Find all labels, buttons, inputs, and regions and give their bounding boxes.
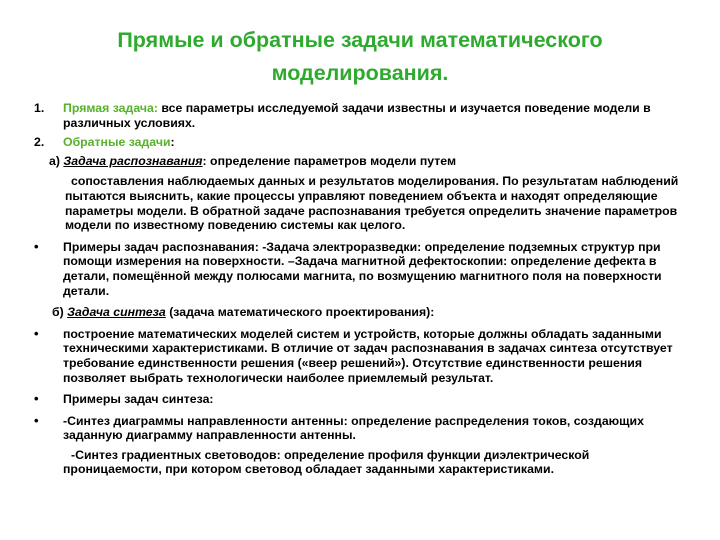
recognition-text: : определение параметров модели путем <box>202 153 457 168</box>
bullet-icon: • <box>34 325 39 341</box>
direct-problem-label: Прямая задача: <box>63 101 158 115</box>
bullet-antenna-synthesis <box>34 414 686 443</box>
bullet-icon: • <box>34 238 39 254</box>
synthesis-text: (задача математического проектирования): <box>169 305 435 320</box>
item-direct-problem <box>34 101 686 130</box>
bullet-text: построение математических моделей систем и устройств, которые должны обладать заданными техническими характеристиками. В отличие от задач распознавания в задачах синтеза отсутствует требование единственности решения («веер решений»). Отсутствие единственности решения позволяет выбрать технологически наиболее приемлемый результат. <box>63 326 673 385</box>
sub-prefix: а) <box>49 153 60 168</box>
synthesis-label: Задача синтеза <box>67 305 166 320</box>
bullet-text: -Синтез диаграммы направленности антенны: определение распределения токов, создающих заданную диаграмму направленности антенны. <box>63 413 644 443</box>
item-inverse-problems <box>34 135 686 150</box>
recognition-description: сопоставления наблюдаемых данных и результатов моделирования. По результатам наблюдений пытаются выяснить, какие процессы управляют поведением объекта и находят определяющие параметры модели. В обратной задаче распознавания требуется определить значение параметров модели по известному поведению системы как целого. <box>65 174 679 233</box>
waveguide-synthesis-text: -Синтез градиентных световодов: определение профиля функции диэлектрической проницаемости, при котором световод обладает заданными характеристиками. <box>63 447 590 477</box>
direct-problem-text: все параметры исследуемой задачи известны и изучается поведение модели в различных условиях. <box>63 101 651 130</box>
bullet-icon: • <box>34 412 39 428</box>
bullet-text: Примеры задач распознавания: -Задача электроразведки: определение подземных структур при помощи измерения на поверхности. –Задача магнитной дефектоскопии: определение дефекта в детали, помещённой между полюсами магнита, по возмущению магнитного поля на поверхности детали. <box>63 239 662 298</box>
bullet-text: Примеры задач синтеза: <box>63 392 214 407</box>
recognition-label: Задача распознавания <box>63 153 203 168</box>
slide-body <box>34 101 686 477</box>
inverse-problems-label: Обратные задачи <box>63 135 171 150</box>
bullet-recognition-examples <box>34 240 686 298</box>
slide-title: Прямые и обратные задачи математического моделирования. <box>117 28 603 85</box>
synthesis-heading <box>34 305 686 320</box>
colon: : <box>170 135 175 150</box>
sub-prefix: б) <box>52 305 64 320</box>
recognition-heading <box>34 154 686 169</box>
bullet-synthesis-models <box>34 327 686 385</box>
item-number: 2. <box>34 135 45 150</box>
bullet-icon: • <box>34 391 39 407</box>
item-number: 1. <box>34 101 45 115</box>
bullet-synthesis-examples <box>34 392 686 407</box>
